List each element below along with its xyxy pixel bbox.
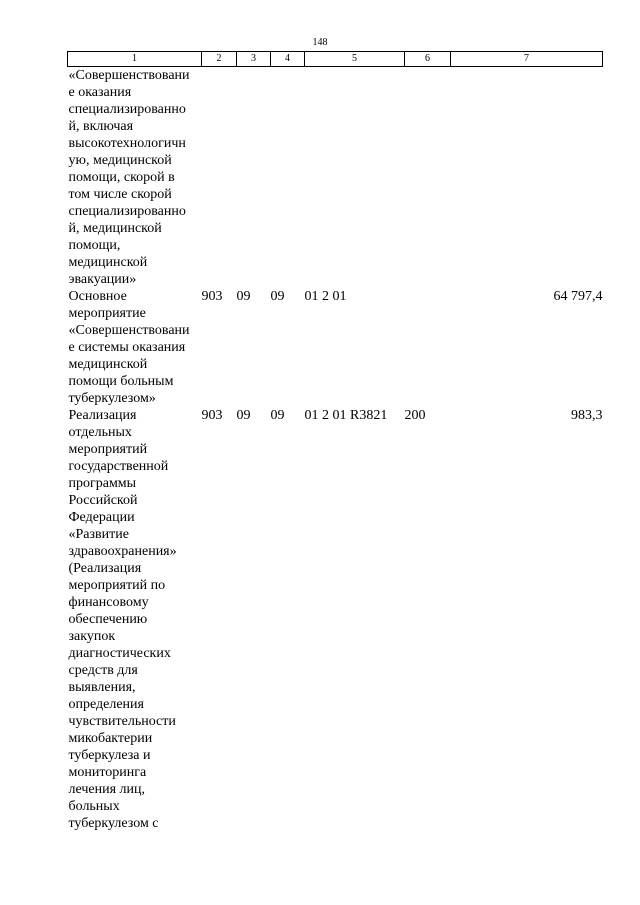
column-header-6: 6 (405, 52, 451, 67)
ministry-code-cell: 903 (201, 408, 223, 423)
subsection-code-cell: 09 (270, 289, 285, 304)
table-row (68, 407, 603, 832)
amount-cell (451, 67, 603, 289)
column-header-4: 4 (271, 52, 305, 67)
budget-table (67, 51, 603, 832)
column-number-header-row (68, 52, 603, 67)
section-code-cell: 09 (236, 408, 251, 423)
ministry-code-cell: 903 (201, 289, 223, 304)
table-row (68, 67, 603, 289)
section-code-cell: 09 (236, 289, 251, 304)
column-header-2: 2 (202, 52, 237, 67)
amount-cell: 983,3 (571, 408, 603, 423)
row-name-cell: Основное мероприятие «Совершенствовани е системы оказания медицинской помощи больным туберкулезом» (68, 289, 190, 406)
expense-type-cell (405, 67, 451, 289)
target-article-cell: 01 2 01 (304, 289, 347, 304)
expense-type-cell (405, 288, 451, 407)
expense-type-cell: 200 (404, 408, 426, 423)
section-code-cell (237, 67, 271, 289)
page-number: 148 (312, 37, 328, 48)
column-header-5: 5 (305, 52, 405, 67)
target-article-cell (305, 67, 405, 289)
subsection-code-cell (271, 67, 305, 289)
target-article-cell: 01 2 01 R3821 (304, 408, 388, 423)
ministry-code-cell (202, 67, 237, 289)
amount-cell: 64 797,4 (553, 289, 603, 304)
column-header-7: 7 (451, 52, 603, 67)
table-body (68, 67, 603, 833)
row-name-cell: «Совершенствовани е оказания специализированно й, включая высокотехнологичн ую, медицинской помощи, скорой в том числе скорой специализированно й, медицинской помощи, медицинской эвакуации» (68, 68, 190, 287)
table-row (68, 288, 603, 407)
column-header-3: 3 (237, 52, 271, 67)
subsection-code-cell: 09 (270, 408, 285, 423)
row-name-cell: Реализация отдельных мероприятий государственной программы Российской Федерации «Развитие здравоохранения» (Реализация мероприятий по финансовому обеспечению закупок диагностических средств для выявления, определения чувствительности микобактерии туберкулеза и мониторинга лечения лиц, больных туберкулезом с (68, 408, 177, 831)
column-header-1: 1 (68, 52, 202, 67)
